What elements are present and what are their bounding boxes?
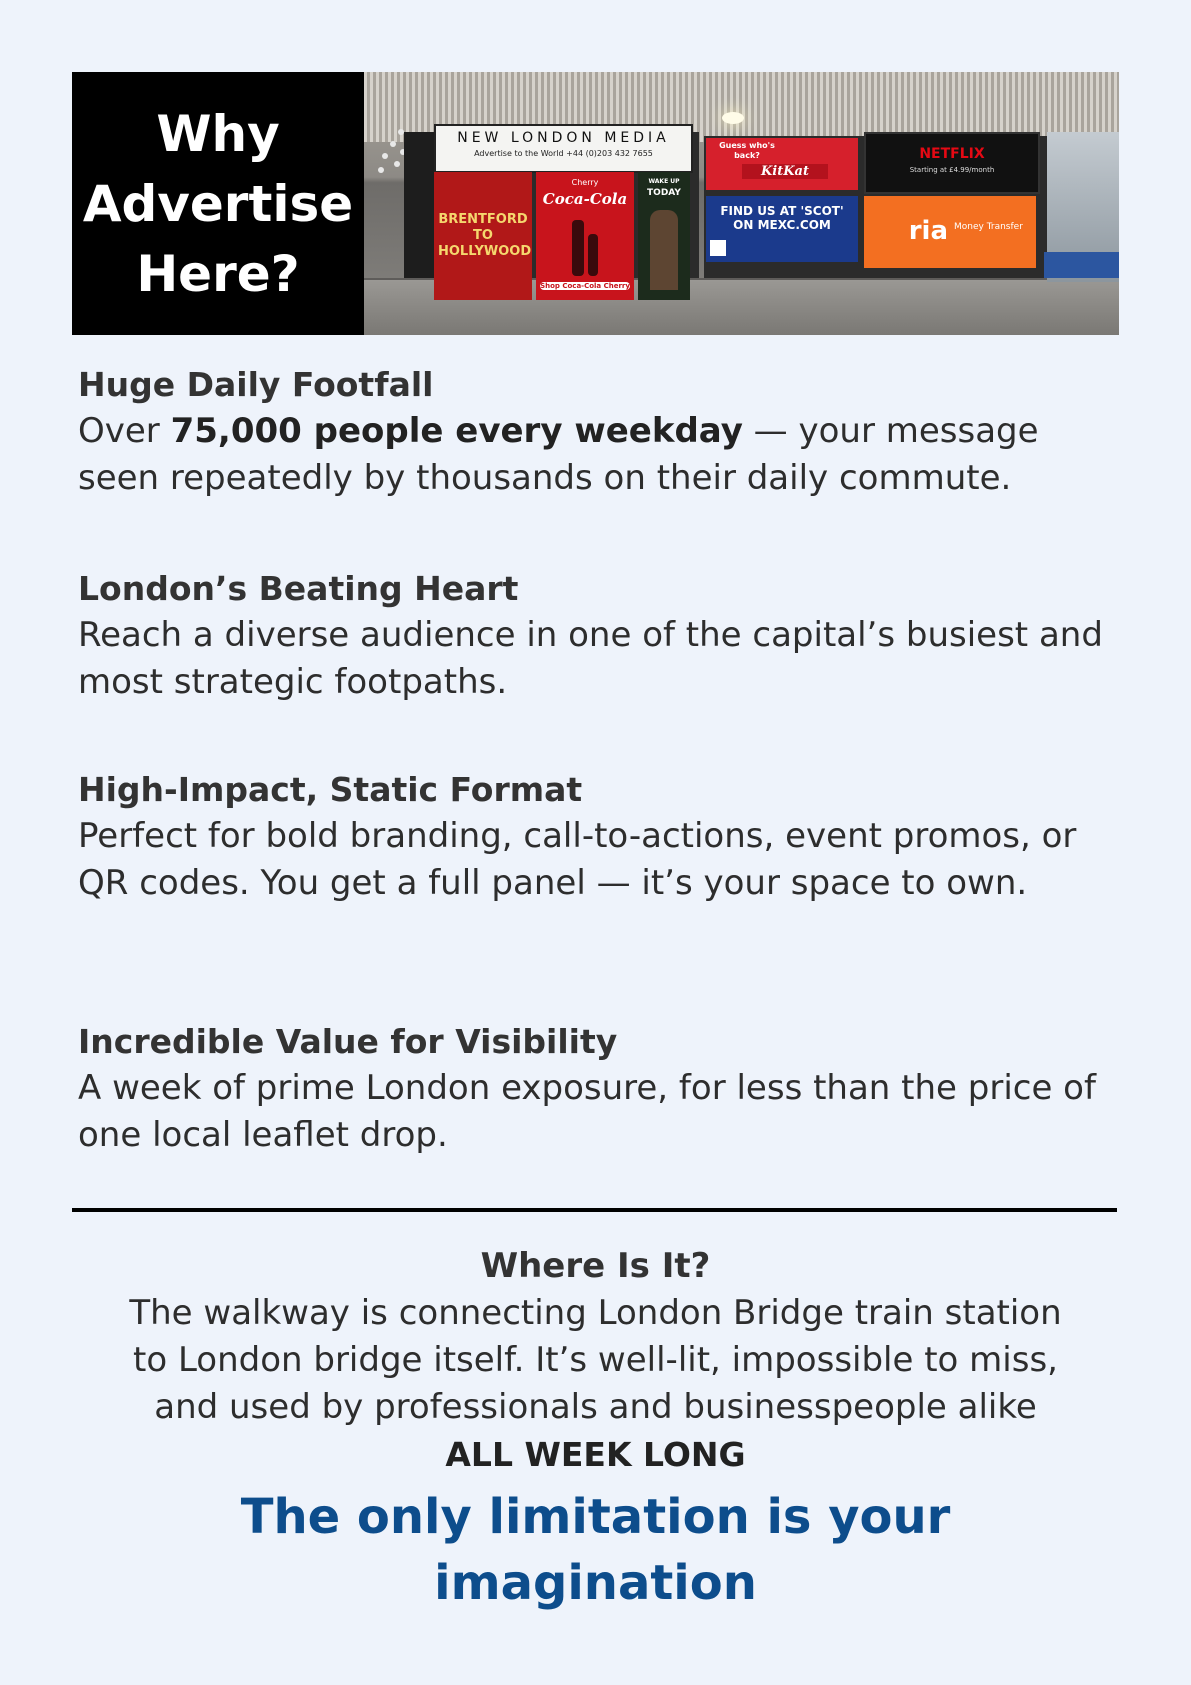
section-body: Perfect for bold branding, call-to-actions, event promos, or QR codes. You get a full panel — it’s your space to own. — [78, 816, 1077, 903]
wall-pillar — [404, 132, 434, 282]
where-is-it-section — [72, 1242, 1119, 1479]
athlete-figure — [650, 210, 678, 290]
section-static-format — [78, 767, 1118, 907]
where-title: Where Is It? — [480, 1246, 711, 1286]
divider — [72, 1208, 1117, 1212]
qr-code-icon — [710, 240, 726, 256]
where-line-3: and used by professionals and businesspeople alike — [154, 1387, 1037, 1427]
bottle-icon — [588, 234, 598, 276]
section-body: A week of prime London exposure, for less than the price of one local leaflet drop. — [78, 1068, 1096, 1155]
section-title: Huge Daily Footfall — [78, 365, 434, 404]
ad-hollywood: BRENTFORD TO HOLLYWOOD — [434, 172, 532, 300]
section-value — [78, 1019, 1118, 1159]
ad-netflix: NETFLIX Starting at £4.99/month — [864, 132, 1040, 194]
new-london-media-sign — [434, 124, 693, 173]
section-title: London’s Beating Heart — [78, 569, 519, 608]
ad-coca-cola: Cherry Coca-Cola Shop Coca-Cola Cherry — [536, 172, 634, 300]
bottle-icon — [572, 220, 584, 276]
section-title: High-Impact, Static Format — [78, 770, 583, 809]
ad-fitness: WAKE UP TODAY — [638, 172, 690, 300]
why-line-1: Why — [156, 104, 280, 163]
section-beating-heart — [78, 566, 1118, 706]
where-emphasis: ALL WEEK LONG — [445, 1435, 746, 1474]
ceiling-light-icon — [722, 112, 744, 124]
where-line-2: to London bridge itself. It’s well-lit, impossible to miss, — [133, 1340, 1058, 1380]
walkway-photo — [364, 72, 1119, 335]
ad-kitkat: Guess who's back? KitKat — [706, 138, 858, 190]
section-body: Reach a diverse audience in one of the capital’s busiest and most strategic footpaths. — [78, 615, 1103, 702]
why-advertise-title — [83, 99, 353, 309]
section-title: Incredible Value for Visibility — [78, 1022, 618, 1061]
why-line-2: Advertise — [82, 174, 354, 233]
side-sign — [1044, 252, 1119, 278]
where-line-1: The walkway is connecting London Bridge train station — [129, 1293, 1062, 1333]
footfall-figure: 75,000 people every weekday — [170, 411, 743, 451]
tagline: The only limitation is your imagination — [240, 1489, 951, 1611]
hero-banner — [72, 72, 1119, 335]
section-body: Over 75,000 people every weekday — your message seen repeatedly by thousands on their daily commute. — [78, 411, 1039, 498]
sign-contact: Advertise to the World +44 (0)203 432 7655 — [474, 149, 653, 158]
sign-name: NEW LONDON MEDIA — [457, 130, 670, 146]
why-line-3: Here? — [136, 244, 300, 303]
section-footfall — [78, 362, 1118, 502]
ad-mexc: FIND US AT 'SCOT' ON MEXC.COM — [706, 196, 858, 262]
why-advertise-box — [72, 72, 364, 335]
ad-ria: ria Money Transfer — [864, 196, 1036, 268]
